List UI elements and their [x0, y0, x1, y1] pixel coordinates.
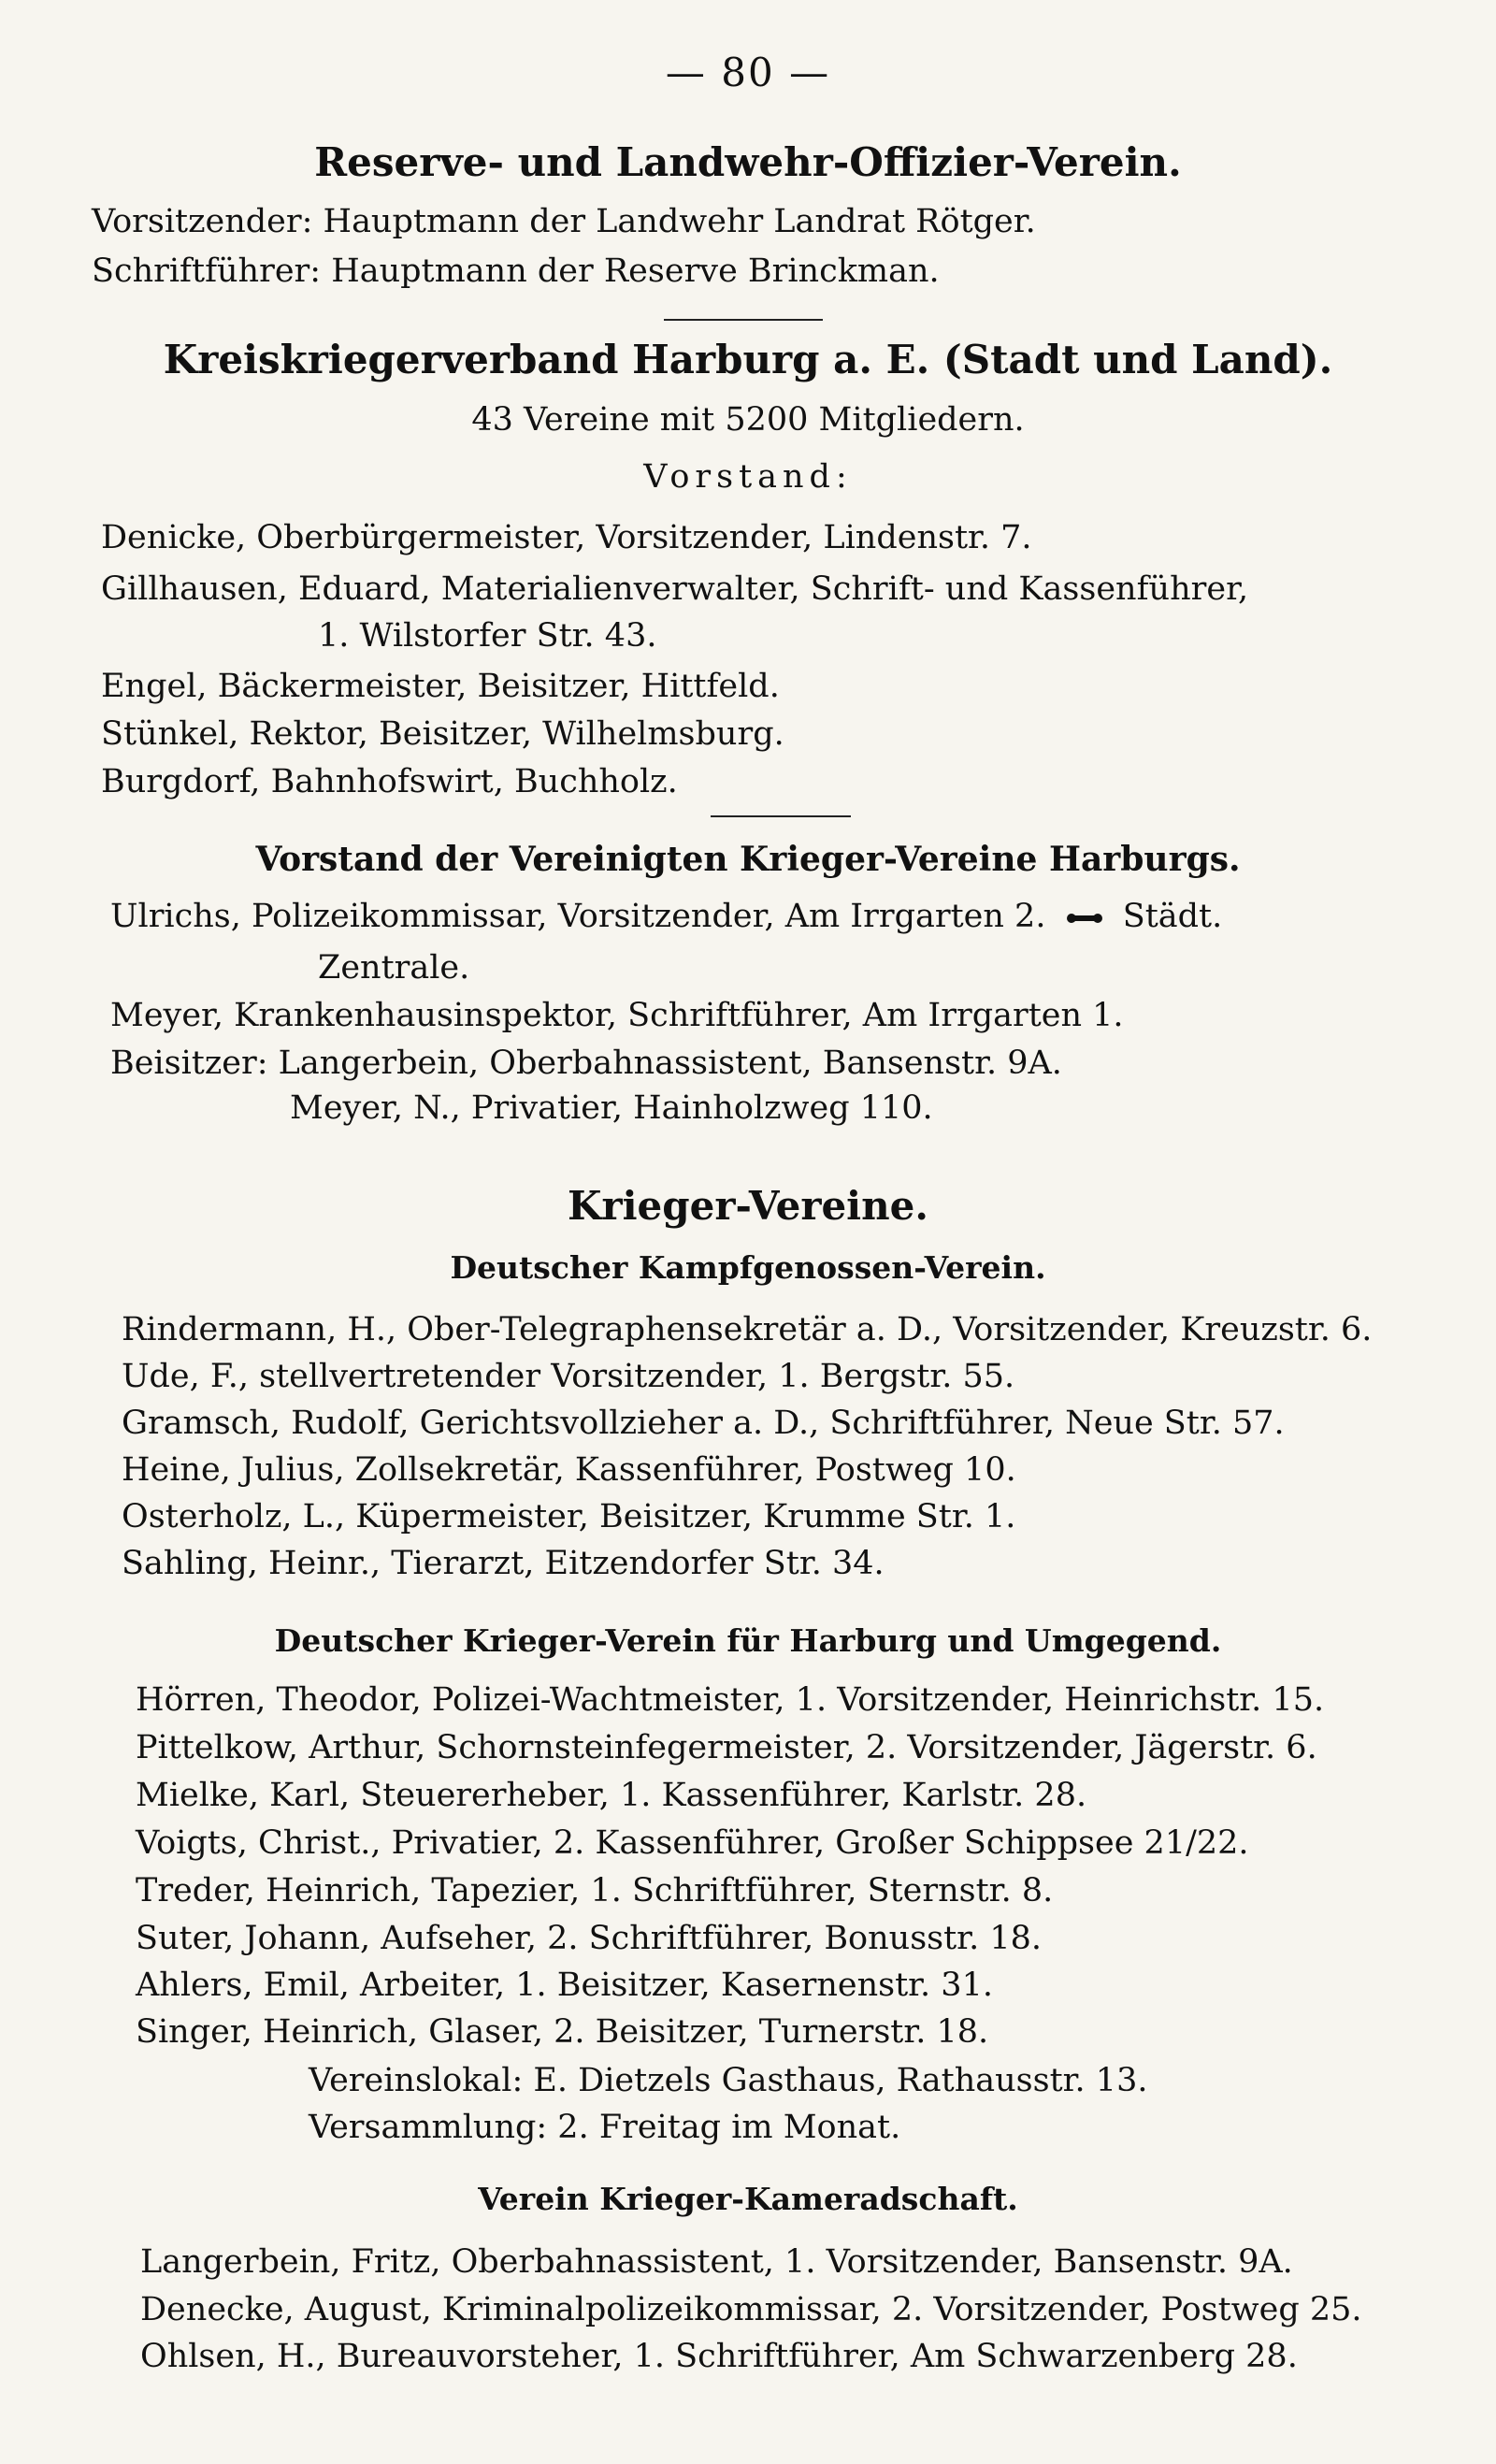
text-segment: Städt. [1122, 898, 1223, 935]
text-line: Schriftführer: Hauptmann der Reserve Brinckman. [92, 252, 940, 290]
text-line: Meyer, N., Privatier, Hainholzweg 110. [290, 1089, 933, 1127]
telephone-icon [1066, 909, 1103, 928]
section-title-veterans-associations: Krieger-Vereine. [567, 1183, 929, 1229]
text-line: Engel, Bäckermeister, Beisitzer, Hittfeld. [101, 668, 780, 705]
board-heading: Vorstand: [643, 458, 853, 496]
subtitle: 43 Vereine mit 5200 Mitgliedern. [471, 401, 1025, 439]
text-line: Sahling, Heinr., Tierarzt, Eitzendorfer Str. 34. [122, 1545, 885, 1582]
text-line: Hörren, Theodor, Polizei-Wachtmeister, 1. Vorsitzender, Heinrichstr. 15. [136, 1681, 1325, 1719]
text-line: Heine, Julius, Zollsekretär, Kassenführer, Postweg 10. [122, 1451, 1016, 1489]
text-line: Zentrale. [318, 949, 470, 987]
subsection-title: Deutscher Kampfgenossen-Verein. [450, 1249, 1046, 1286]
text-line: Versammlung: 2. Freitag im Monat. [309, 2109, 901, 2146]
text-line: Singer, Heinrich, Glaser, 2. Beisitzer, Turnerstr. 18. [136, 2013, 989, 2051]
divider [711, 815, 851, 817]
text-line: Denecke, August, Kriminalpolizeikommissar, 2. Vorsitzender, Postweg 25. [140, 2291, 1362, 2328]
text-line: Ahlers, Emil, Arbeiter, 1. Beisitzer, Kasernenstr. 31. [136, 1967, 993, 2004]
text-line: Vorsitzender: Hauptmann der Landwehr Landrat Rötger. [92, 203, 1036, 240]
text-line: Meyer, Krankenhausinspektor, Schriftführer, Am Irrgarten 1. [110, 997, 1124, 1034]
text-line: Gillhausen, Eduard, Materialienverwalter, Schrift- und Kassenführer, [101, 570, 1249, 608]
text-line: Rindermann, H., Ober-Telegraphensekretär a. D., Vorsitzender, Kreuzstr. 6. [122, 1311, 1373, 1348]
text-line: Suter, Johann, Aufseher, 2. Schriftführer, Bonusstr. 18. [136, 1920, 1042, 1957]
text-line: 1. Wilstorfer Str. 43. [318, 617, 657, 655]
section-title-reserve-officer-association: Reserve- und Landwehr-Offizier-Verein. [314, 139, 1182, 185]
page-number: — 80 — [665, 50, 831, 95]
text-line: Mielke, Karl, Steuererheber, 1. Kassenführer, Karlstr. 28. [136, 1777, 1087, 1814]
text-line: Langerbein, Fritz, Oberbahnassistent, 1. Vorsitzender, Bansenstr. 9A. [140, 2243, 1293, 2281]
subsection-title: Deutscher Krieger-Verein für Harburg und Umgegend. [274, 1622, 1222, 1659]
text-segment: Ulrichs, Polizeikommissar, Vorsitzender, Am Irrgarten 2. [110, 898, 1046, 935]
text-line: Gramsch, Rudolf, Gerichtsvollzieher a. D., Schriftführer, Neue Str. 57. [122, 1405, 1285, 1442]
text-line: Ude, F., stellvertretender Vorsitzender, 1. Bergstr. 55. [122, 1358, 1015, 1395]
subsection-title: Verein Krieger-Kameradschaft. [478, 2181, 1018, 2217]
text-line: Pittelkow, Arthur, Schornsteinfegermeister, 2. Vorsitzender, Jägerstr. 6. [136, 1729, 1317, 1766]
divider [664, 319, 823, 321]
section-title-united-veterans-board: Vorstand der Vereinigten Krieger-Vereine Harburgs. [255, 840, 1241, 879]
text-line [110, 896, 1222, 937]
text-line: Burgdorf, Bahnhofswirt, Buchholz. [101, 763, 678, 800]
text-line: Beisitzer: Langerbein, Oberbahnassistent, Bansenstr. 9A. [110, 1045, 1062, 1082]
text-line: Voigts, Christ., Privatier, 2. Kassenführer, Großer Schippsee 21/22. [136, 1824, 1249, 1862]
text-line: Ohlsen, H., Bureauvorsteher, 1. Schriftführer, Am Schwarzenberg 28. [140, 2338, 1298, 2375]
text-line: Vereinslokal: E. Dietzels Gasthaus, Rathausstr. 13. [309, 2062, 1148, 2099]
text-line: Stünkel, Rektor, Beisitzer, Wilhelmsburg. [101, 715, 784, 753]
text-line: Treder, Heinrich, Tapezier, 1. Schriftführer, Sternstr. 8. [136, 1872, 1054, 1909]
text-line: Denicke, Oberbürgermeister, Vorsitzender, Lindenstr. 7. [101, 519, 1032, 556]
section-title-district-veterans-federation: Kreiskriegerverband Harburg a. E. (Stadt und Land). [163, 337, 1333, 382]
text-line: Osterholz, L., Küpermeister, Beisitzer, Krumme Str. 1. [122, 1498, 1016, 1535]
